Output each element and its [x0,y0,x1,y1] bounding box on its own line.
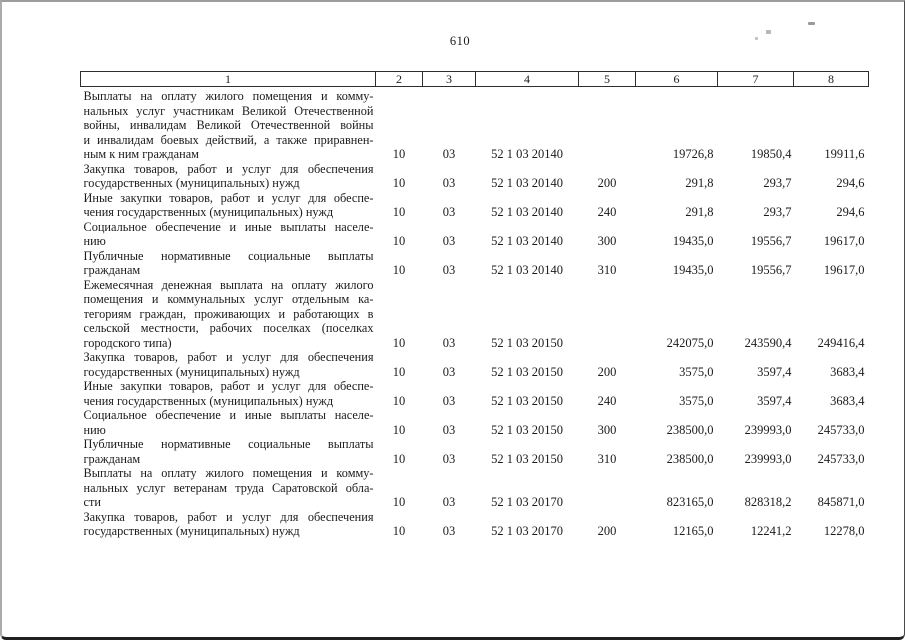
name-line: Выплаты на оплату жилого помещения и комму- [83,466,374,480]
cell-name [81,466,376,510]
name-line: нию [83,234,106,248]
cell-c8: 19617,0 [823,263,865,277]
name-line: помещения и коммунальных услуг отдельным ка- [83,292,374,306]
name-line: Иные закупки товаров, работ и услуг для обеспе- [83,379,374,393]
name-line: Иные закупки товаров, работ и услуг для обеспе- [83,190,374,205]
scan-speck [755,37,758,40]
header-col-6: 6 [636,72,718,87]
cell-c8: 19617,0 [823,234,865,248]
cell-name [81,437,376,466]
cell-c7: 293,7 [763,205,792,219]
name-line: нальных услуг участникам Великой Отечественной [83,103,374,118]
name-line: Публичные нормативные социальные выплаты [83,437,374,451]
cell-c2: 10 [392,422,406,437]
cell-c4: 52 1 03 20170 [491,495,563,509]
cell-c7: 239993,0 [744,451,792,466]
cell-c4: 52 1 03 20150 [491,422,563,437]
table-row [81,350,869,379]
cell-c8: 12278,0 [823,524,865,538]
cell-c4: 52 1 03 20140 [491,176,563,190]
cell-c4: 52 1 03 20140 [491,147,563,161]
cell-c5: 310 [597,451,617,466]
table-row [81,87,869,162]
cell-c5 [579,466,636,510]
name-line: Закупка товаров, работ и услуг для обеспечения [83,161,374,176]
table-row [81,466,869,510]
cell-c3: 03 [442,335,456,350]
cell-c7: 12241,2 [750,524,792,538]
cell-name [81,220,376,249]
cell-name [81,278,376,351]
cell-c5: 240 [597,393,617,408]
cell-c6: 3575,0 [679,393,714,408]
page-number: 610 [449,34,471,48]
cell-c2: 10 [392,495,406,509]
cell-c5: 240 [597,205,617,219]
table-row [81,437,869,466]
name-line: городского типа) [83,335,172,350]
cell-c4: 52 1 03 20170 [491,524,563,538]
cell-c4: 52 1 03 20150 [491,393,563,408]
cell-c3: 03 [442,422,456,437]
table-header [81,72,869,87]
header-row [81,72,869,87]
name-line: и инвалидам боевых действий, а также приравнен- [83,132,374,147]
name-line: Публичные нормативные социальные выплаты [83,248,374,263]
cell-name [81,162,376,191]
cell-c6: 823165,0 [666,495,714,509]
cell-c8: 19911,6 [824,147,865,161]
cell-c3: 03 [442,263,456,277]
name-line: Выплаты на оплату жилого помещения и комму- [83,89,374,103]
cell-c5: 310 [597,263,617,277]
cell-c7: 3597,4 [757,393,792,408]
table-row [81,278,869,351]
table-row [81,249,869,278]
name-line: войны, инвалидам Великой Отечественной войны [83,118,374,132]
cell-c2: 10 [392,147,406,161]
cell-c4: 52 1 03 20140 [491,234,563,248]
cell-c4: 52 1 03 20140 [491,205,563,219]
cell-name [81,379,376,408]
name-line: чения государственных (муниципальных) нужд [83,393,334,408]
name-line: ным к ним гражданам [83,147,199,161]
scan-speck [808,22,815,25]
cell-name [81,249,376,278]
cell-c8: 294,6 [836,176,865,190]
cell-c8: 245733,0 [817,422,865,437]
cell-c2: 10 [392,364,406,379]
header-col-4: 4 [476,72,579,87]
cell-c2: 10 [392,451,406,466]
cell-c8: 3683,4 [830,364,865,379]
cell-c2: 10 [392,205,406,219]
cell-c2: 10 [392,234,406,248]
cell-name [81,408,376,437]
table-row [81,510,869,539]
name-line: сельской местности, рабочих поселках (поселках [83,321,374,335]
cell-c6: 19726,8 [672,147,714,161]
cell-c8: 294,6 [836,205,865,219]
cell-c3: 03 [442,393,456,408]
name-line: нальных услуг ветеранам труда Саратовской обла- [83,480,374,495]
name-line: тегориям граждан, проживающих и работающих в [83,306,374,321]
header-col-2: 2 [376,72,423,87]
name-line: Закупка товаров, работ и услуг для обеспечения [83,350,374,364]
table-row [81,191,869,220]
cell-c6: 291,8 [685,205,714,219]
name-line: чения государственных (муниципальных) нужд [83,205,334,219]
cell-c5: 200 [597,364,617,379]
cell-c5 [579,87,636,162]
name-line: государственных (муниципальных) нужд [83,364,300,379]
table-row [81,220,869,249]
cell-name [81,510,376,539]
cell-c6: 12165,0 [672,524,714,538]
cell-c5: 200 [597,524,617,538]
cell-c3: 03 [442,524,456,538]
cell-name [81,350,376,379]
cell-c5 [579,278,636,351]
cell-c8: 3683,4 [830,393,865,408]
cell-c4: 52 1 03 20150 [491,364,563,379]
header-col-5: 5 [579,72,636,87]
header-col-3: 3 [423,72,476,87]
cell-c3: 03 [442,495,456,509]
cell-c5: 300 [597,234,617,248]
cell-c3: 03 [442,451,456,466]
cell-c4: 52 1 03 20150 [491,335,563,350]
cell-c2: 10 [392,335,406,350]
cell-c3: 03 [442,234,456,248]
table-row [81,162,869,191]
cell-c6: 238500,0 [666,422,714,437]
cell-c6: 291,8 [685,176,714,190]
name-line: Социальное обеспечение и иные выплаты населе- [83,219,374,234]
cell-c7: 19850,4 [750,147,792,161]
header-col-8: 8 [794,72,869,87]
table-body [81,87,869,539]
cell-c7: 239993,0 [744,422,792,437]
cell-c4: 52 1 03 20140 [491,263,563,277]
cell-c3: 03 [442,205,456,219]
cell-name [81,191,376,220]
cell-c4: 52 1 03 20150 [491,451,563,466]
cell-c8: 249416,4 [817,335,865,350]
cell-c7: 243590,4 [744,335,792,350]
cell-c7: 828318,2 [744,495,792,509]
name-line: нию [83,422,106,437]
cell-c3: 03 [442,364,456,379]
header-col-1: 1 [81,72,376,87]
cell-c2: 10 [392,524,406,538]
cell-c7: 19556,7 [750,263,792,277]
cell-c3: 03 [442,176,456,190]
cell-c6: 19435,0 [672,234,714,248]
table-row [81,379,869,408]
cell-c7: 293,7 [763,176,792,190]
cell-c7: 3597,4 [757,364,792,379]
name-line: государственных (муниципальных) нужд [83,176,300,190]
cell-c6: 3575,0 [679,364,714,379]
name-line: государственных (муниципальных) нужд [83,524,300,538]
scan-speck [766,30,771,34]
cell-name [81,87,376,162]
name-line: Ежемесячная денежная выплата на оплату жилого [83,277,374,292]
name-line: Социальное обеспечение и иные выплаты населе- [83,408,374,422]
header-col-7: 7 [718,72,794,87]
cell-c7: 19556,7 [750,234,792,248]
cell-c8: 845871,0 [817,495,865,509]
cell-c5: 200 [597,176,617,190]
table-row [81,408,869,437]
cell-c5: 300 [597,422,617,437]
cell-c8: 245733,0 [817,451,865,466]
name-line: сти [83,495,101,509]
cell-c6: 19435,0 [672,263,714,277]
cell-c6: 242075,0 [666,335,714,350]
name-line: гражданам [83,263,141,277]
cell-c2: 10 [392,393,406,408]
budget-table [80,71,869,539]
cell-c2: 10 [392,176,406,190]
cell-c2: 10 [392,263,406,277]
name-line: Закупка товаров, работ и услуг для обеспечения [83,509,374,524]
cell-c6: 238500,0 [666,451,714,466]
cell-c3: 03 [442,147,456,161]
name-line: гражданам [83,451,141,466]
